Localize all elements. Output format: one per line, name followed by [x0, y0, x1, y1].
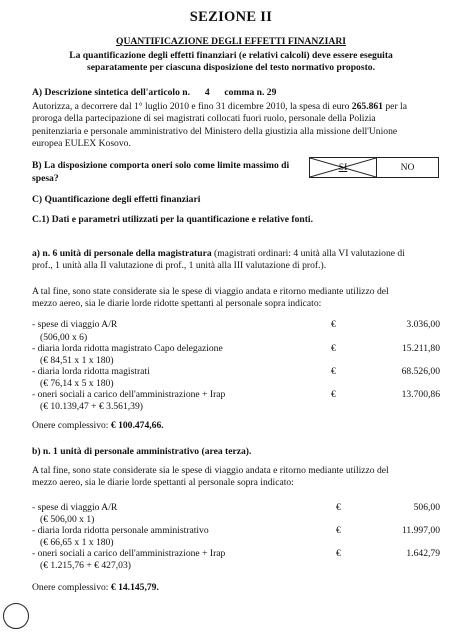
currency-symbol: €	[336, 502, 341, 513]
part-b-item-calc: (€ 1.215,76 + € 427,03)	[40, 560, 131, 571]
description-line-1: Autorizza, a decorrere dal 1° luglio 2010 e fino 31 dicembre 2010, la spesa di euro 265.861 per la	[32, 101, 407, 112]
description-line-4: europea EULEX Kosovo.	[32, 138, 131, 150]
part-b-heading: b) n. 1 unità di personale amministrativo (area terza).	[32, 446, 252, 457]
section-subtitle: QUANTIFICAZIONE DEGLI EFFETTI FINANZIARI	[115, 36, 347, 47]
part-a-item-value: 15.211,80	[401, 343, 440, 354]
comma-label: comma n.	[224, 87, 265, 98]
part-b-intro: A tal fine, sono state considerate sia le spese di viaggio andata e ritorno mediante utilizzo del mezzo aereo, sia le diarie lorde spettanti al personale sopra indicato:	[32, 465, 389, 489]
part-a-item-calc: (€ 76,14 x 5 x 180)	[40, 378, 114, 389]
option-si-label: SI	[338, 162, 348, 173]
currency-symbol: €	[331, 343, 336, 354]
section-b-question-line-1: B) La disposizione comporta oneri solo come limite massimo di	[32, 160, 290, 171]
section-a-description	[32, 101, 440, 151]
part-a-item-calc: (€ 84,51 x 1 x 180)	[40, 355, 114, 366]
section-b-question-line-2: spesa?	[32, 173, 59, 184]
yes-no-box	[309, 157, 439, 178]
part-a-item-value: 3.036,00	[406, 319, 440, 330]
part-a-item-calc: (€ 10.139,47 + € 3.561,39)	[40, 401, 143, 412]
part-b-item-label: - spese di viaggio A/R	[32, 502, 118, 513]
currency-symbol: €	[331, 319, 336, 330]
description-line-2: proroga della partecipazione di sei magistrati collocati fuori ruolo, personale della Polizia	[32, 113, 376, 125]
part-b-item-calc: (€ 506,00 x 1)	[40, 514, 95, 525]
part-b-item-value: 1.642,79	[406, 548, 440, 559]
section-c1-heading: C.1) Dati e parametri utilizzati per la quantificazione e relative fonti.	[32, 214, 314, 225]
article-number: 4	[204, 87, 210, 98]
currency-symbol: €	[336, 548, 341, 559]
part-b-total-value: € 14.145,79.	[110, 582, 159, 593]
currency-symbol: €	[336, 525, 341, 536]
part-b-item-label: - oneri sociali a carico dell'amministrazione + Irap	[32, 548, 226, 559]
instruction-line-2: separatamente per ciascuna disposizione del testo normativo proposto.	[87, 62, 375, 73]
part-a-item-label: - diaria lorda ridotta magistrati	[32, 366, 150, 377]
part-a-item-value: 13.700,86	[401, 389, 440, 400]
part-a-item-label: - spese di viaggio A/R	[32, 319, 118, 330]
section-a-label: A) Descrizione sintetica dell'articolo n.	[32, 87, 190, 98]
option-si	[310, 158, 377, 177]
section-c-heading: C) Quantificazione degli effetti finanziari	[32, 194, 201, 205]
amount-value: 265.861	[351, 101, 383, 112]
part-a-item-value: 68.526,00	[401, 366, 440, 377]
part-a-intro: A tal fine, sono state considerate sia le spese di viaggio andata e ritorno mediante utilizzo del mezzo aereo, sia le diarie lorde ridotte spettanti al personale sopra indicato:	[32, 286, 389, 310]
instruction-line-1: La quantificazione degli effetti finanziari (e relativi calcoli) deve essere eseguita	[69, 50, 393, 61]
currency-symbol: €	[331, 366, 336, 377]
currency-symbol: €	[331, 389, 336, 400]
part-a-total: Onere complessivo: € 100.474,66.	[32, 420, 164, 431]
section-a-heading	[32, 87, 276, 98]
part-a-item-calc: (506,00 x 6)	[40, 332, 88, 343]
part-a-heading: a) n. 6 unità di personale della magistratura (magistrati ordinari: 4 unità alla VI valutazione di prof., 1 unità alla II valutazione di prof., 1 unità alla III valutazione di prof.).	[32, 248, 405, 272]
part-a-item-label: - diaria lorda ridotta magistrato Capo delegazione	[32, 343, 223, 354]
part-b-item-value: 11.997,00	[401, 525, 440, 536]
part-b-item-label: - diaria lorda ridotta personale amministrativo	[32, 525, 209, 536]
comma-number: 29	[266, 87, 277, 98]
stamp-icon	[3, 603, 29, 629]
page-title: SEZIONE II	[189, 9, 273, 25]
part-b-item-calc: (€ 66,65 x 1 x 180)	[40, 537, 114, 548]
part-a-item-label: - oneri sociali a carico dell'amministrazione + Irap	[32, 389, 226, 400]
part-b-item-value: 506,00	[413, 502, 440, 513]
part-a-total-value: € 100.474,66.	[110, 420, 164, 431]
part-b-total: Onere complessivo: € 14.145,79.	[32, 582, 159, 593]
option-no	[377, 158, 438, 177]
option-no-label: NO	[400, 162, 415, 173]
description-line-3: penitenziaria e personale amministrativo del Ministero della giustizia alla missione dell'Unione	[32, 125, 398, 137]
